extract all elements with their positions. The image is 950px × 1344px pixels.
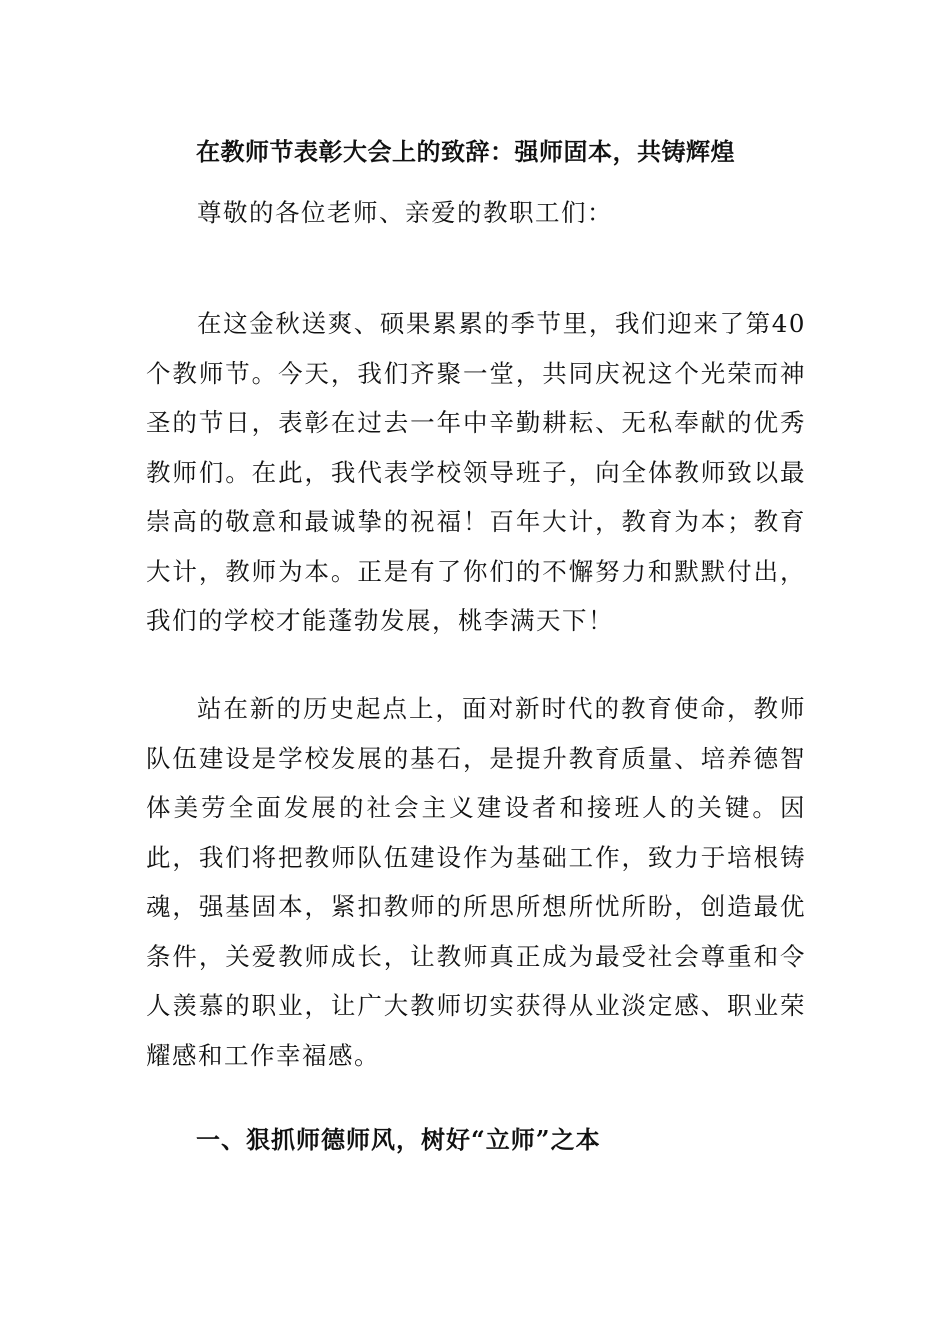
paragraph-1: 在这金秋送爽、硕果累累的季节里，我们迎来了第40个教师节。今天，我们齐聚一堂，共同庆祝这个光荣而神圣的节日，表彰在过去一年中辛勤耕耘、无私奉献的优秀教师们。在此，我代表学校领导班子，向全体教师致以最崇高的敬意和最诚挚的祝福！百年大计，教育为本；教育大计，教师为本。正是有了你们的不懈努力和默默付出，我们的学校才能蓬勃发展，桃李满天下！ (146, 309, 806, 635)
document-title: 在教师节表彰大会上的致辞：强师固本，共铸辉煌 (196, 137, 735, 166)
paragraph-2: 站在新的历史起点上，面对新时代的教育使命，教师队伍建设是学校发展的基石，是提升教育质量、培养德智体美劳全面发展的社会主义建设者和接班人的关键。因此，我们将把教师队伍建设作为基础工作，致力于培根铸魂，强基固本，紧扣教师的所思所想所忧所盼，创造最优条件，关爱教师成长，让教师真正成为最受社会尊重和令人羡慕的职业，让广大教师切实获得从业淡定感、职业荣耀感和工作幸福感。 (146, 694, 806, 1070)
section-heading: 一、狠抓师德师风，树好“立师”之本 (196, 1125, 601, 1154)
salutation: 尊敬的各位老师、亲爱的教职工们： (197, 198, 613, 227)
